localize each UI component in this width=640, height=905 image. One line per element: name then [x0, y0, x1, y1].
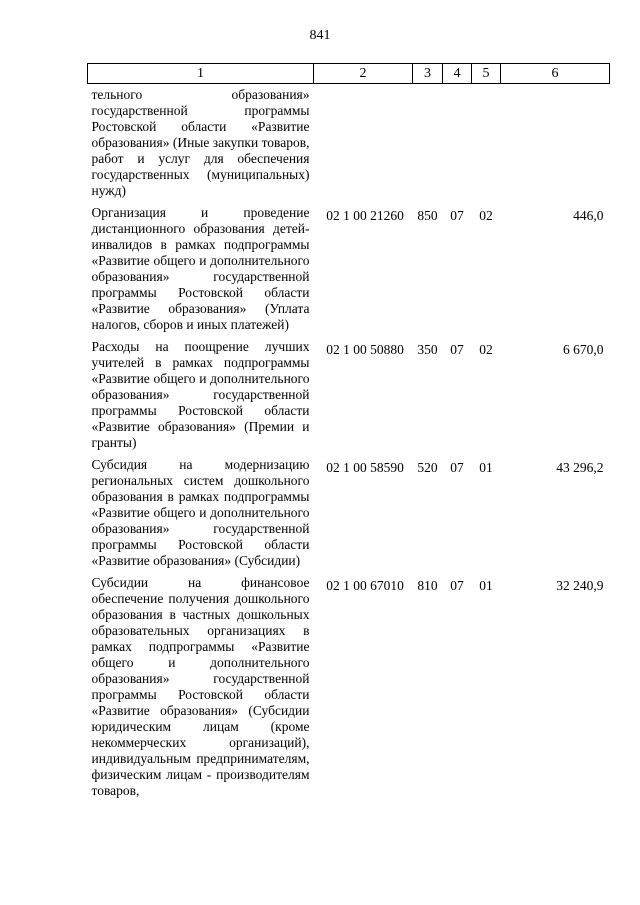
row-subsection: 01	[479, 460, 493, 475]
page-number: 841	[309, 28, 331, 43]
row-target-code	[314, 84, 413, 206]
row-subsection: 01	[479, 578, 493, 593]
row-amount: 446,0	[573, 208, 604, 223]
row-subsection	[472, 84, 501, 206]
table-row	[88, 575, 610, 805]
header-col-6: 6	[501, 64, 610, 84]
table-row	[88, 84, 610, 206]
row-amount: 6 670,0	[563, 342, 604, 357]
row-name: Субсидия на модернизацию региональных систем дошкольного образования в рамках подпрограммы «Развитие общего и дополнительного образования» государственной программы Ростовской области «Развитие образования» (Субсидии)	[91, 457, 310, 568]
row-name: Расходы на поощрение лучших учителей в рамках подпрограммы «Развитие общего и дополнительного образования» государственной программы Ростовской области «Развитие образования» (Премии и гранты)	[91, 339, 310, 450]
row-target-code: 02 1 00 58590	[326, 460, 404, 475]
header-col-1: 1	[88, 64, 314, 84]
budget-table	[87, 63, 610, 805]
table-header-row	[88, 64, 610, 84]
row-amount: 43 296,2	[556, 460, 604, 475]
row-target-code: 02 1 00 50880	[326, 342, 404, 357]
row-name: Субсидии на финансовое обеспечение получения дошкольного образования в частных дошкольных образовательных организациях в рамках подпрограммы «Развитие общего и дополнительного образования» государственной программы Ростовской области «Развитие образования» (Субсидии юридическим лицам (кроме некоммерческих организаций), индивидуальным предпринимателям, физическим лицам - производителям товаров,	[91, 575, 310, 798]
row-target-code: 02 1 00 21260	[326, 208, 404, 223]
header-col-2: 2	[314, 64, 413, 84]
header-col-5: 5	[472, 64, 501, 84]
row-name: Организация и проведение дистанционного образования детей-инвалидов в рамках подпрограммы «Развитие общего и дополнительного образования» государственной программы Ростовской области «Развитие образования» (Уплата налогов, сборов и иных платежей)	[91, 205, 310, 332]
row-expense-type: 850	[417, 208, 438, 223]
header-col-3: 3	[413, 64, 443, 84]
row-section: 07	[450, 578, 464, 593]
row-section: 07	[450, 460, 464, 475]
row-section: 07	[450, 208, 464, 223]
row-subsection: 02	[479, 208, 493, 223]
row-amount	[501, 84, 610, 206]
row-section	[443, 84, 472, 206]
row-name: тельного образования» государственной программы Ростовской области «Развитие образования» (Иные закупки товаров, работ и услуг для обеспечения государственных (муниципальных) нужд)	[91, 87, 310, 198]
row-section: 07	[450, 342, 464, 357]
row-expense-type: 520	[417, 460, 438, 475]
table-row	[88, 205, 610, 339]
header-col-4: 4	[443, 64, 472, 84]
row-expense-type: 350	[417, 342, 438, 357]
row-subsection: 02	[479, 342, 493, 357]
row-target-code: 02 1 00 67010	[326, 578, 404, 593]
row-expense-type: 810	[417, 578, 438, 593]
table-row	[88, 457, 610, 575]
row-expense-type	[413, 84, 443, 206]
row-amount: 32 240,9	[556, 578, 604, 593]
table-row	[88, 339, 610, 457]
